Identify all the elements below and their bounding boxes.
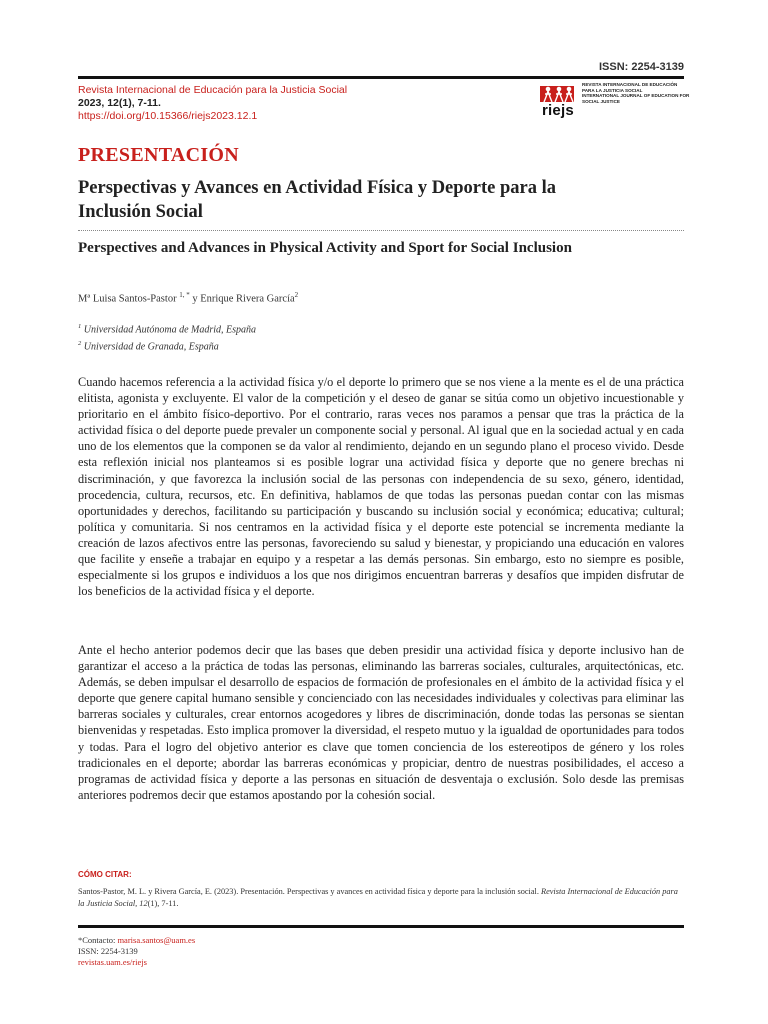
body-paragraph-2: Ante el hecho anterior podemos decir que las bases que deben presidir una actividad física y deporte inclusivo han de garantizar el acceso a la práctica de todas las personas, eliminando las barreras sociales, culturales, arquitectónicas, etc. Además, se deben impulsar el desarrollo de espacios de formación de profesionales en el ámbito de la actividad física y el deporte que genere capital humano sensible y concienciado con las necesidades individuales y colectivas para eliminar las barreras sociales y culturales, crear entornos acogedores y libres de discriminación, donde todas las personas se sientan bienvenidas y respetadas. Esto implica promover la diversidad, el respeto mutuo y la igualdad de oportunidades para todos y todas. Para el logro del objetivo anterior es clave que tomen conciencia de los estereotipos de género y los roles tradicionales en el deporte; abordar las barreras económicas y propiciar, dentro de nuestras posibilidades, el acceso a programas de actividad física y deporte a las personas en situación de desventaja o exclusión. Solo desde las premisas anteriores podremos decir que estamos apostando por la cohesión social. <box>78 643 684 802</box>
header-rule <box>78 76 684 79</box>
title-english: Perspectives and Advances in Physical Activity and Sport for Social Inclusion <box>78 240 572 256</box>
title-divider <box>78 230 684 231</box>
logo-line1: REVISTA INTERNACIONAL DE EDUCACIÓN <box>582 82 678 87</box>
author-1: Mª Luisa Santos-Pastor <box>78 293 177 305</box>
contact-email-link[interactable]: marisa.santos@uam.es <box>117 935 196 945</box>
citation-journal: Revista Internacional de Educación para la Justicia Social, 12 <box>78 887 678 908</box>
citation-heading: CÓMO CITAR: <box>78 870 132 879</box>
footer-issn: ISSN: 2254-3139 <box>78 946 138 956</box>
footer-rule <box>78 925 684 928</box>
riejs-logo <box>540 82 690 122</box>
citation-plain: Santos-Pastor, M. L. y Rivera García, E. (2023). Presentación. Perspectivas y avances en actividad física y deporte para la inclusión social. <box>78 887 541 896</box>
affiliations <box>78 320 256 355</box>
issn-header: ISSN: 2254-3139 <box>599 61 684 73</box>
footer <box>78 935 195 968</box>
citation-text <box>78 886 684 909</box>
author-connector: y <box>189 293 201 305</box>
journal-info <box>78 84 347 123</box>
author-2: Enrique Rivera García <box>200 293 295 305</box>
author-1-affil: 1, * <box>179 291 190 299</box>
citation-issue: (1), 7-11. <box>147 898 179 908</box>
journal-name: Revista Internacional de Educación para la Justicia Social <box>78 84 348 96</box>
logo-line2: PARA LA JUSTICIA SOCIAL <box>582 87 643 93</box>
affiliation-item: $^2$ Universidad de Granada, España <box>78 340 219 353</box>
logo-line3: INTERNATIONAL JOURNAL OF EDUCATION FOR SOCIAL JUSTICE <box>582 93 690 104</box>
doi-link[interactable]: https://doi.org/10.15366/riejs2023.12.1 <box>78 110 258 122</box>
affiliation-item: $^1$ Universidad Autónoma de Madrid, España <box>78 323 257 336</box>
contact-line: *Contacto: marisa.santos@uam.es <box>78 935 196 945</box>
body-paragraph-1: Cuando hacemos referencia a la actividad física y/o el deporte lo primero que se nos viene a la mente es el de una práctica elitista, agonista y excluyente. El valor de la competición y el deseo de ganar se sitúa como un objetivo incuestionable y prioritario en el ámbito físico-deportivo. Por el contrario, raras veces nos paramos a pensar que tras la práctica de la actividad física o del deporte puede prevaler un componente social y personal. Al igual que en la sociedad actual y en cada uno de los elementos que la componen se da valor al rendimiento, dejando en un segundo plano el proceso vivido. Desde esta reflexión inicial nos planteamos si es posible lograr una actividad física y deporte que no genere brechas ni discriminación, y que favorezca la inclusión social de las personas con independencia de su sexo, género, identidad, procedencia, cultura, recursos, etc. En definitiva, hablamos de que todas las personas puedan contar con las mismas oportunidades y derechos, facilitando su participación y buscando su inclusión social y económica; educativa; cultural; política y comunitaria. Si nos centramos en la actividad física y el deporte este potencial se incrementa mediante la creación de lazos afectivos entre las personas, favoreciendo su salud y bienestar, y propiciando una educación en valores que facilite y enseñe a trabajar en equipo y a respetar a las demás personas. Sin embargo, esto no siempre es posible, especialmente si los grupos e individuos a los que nos dirigimos encuentran barreras y desafíos que impiden disfrutar de los beneficios de la actividad física y el deporte. <box>78 375 684 599</box>
author-2-affil: 2 <box>294 291 299 299</box>
section-title: PRESENTACIÓN <box>78 144 240 166</box>
journal-volume: 2023, 12(1), 7-11. <box>78 97 161 109</box>
website-link[interactable]: revistas.uam.es/riejs <box>78 957 147 967</box>
authors-line <box>78 291 298 305</box>
logo-word: riejs <box>542 102 574 119</box>
title-spanish: Perspectivas y Avances en Actividad Física y Deporte para la Inclusión Social <box>78 178 557 222</box>
logo-text <box>582 82 692 104</box>
